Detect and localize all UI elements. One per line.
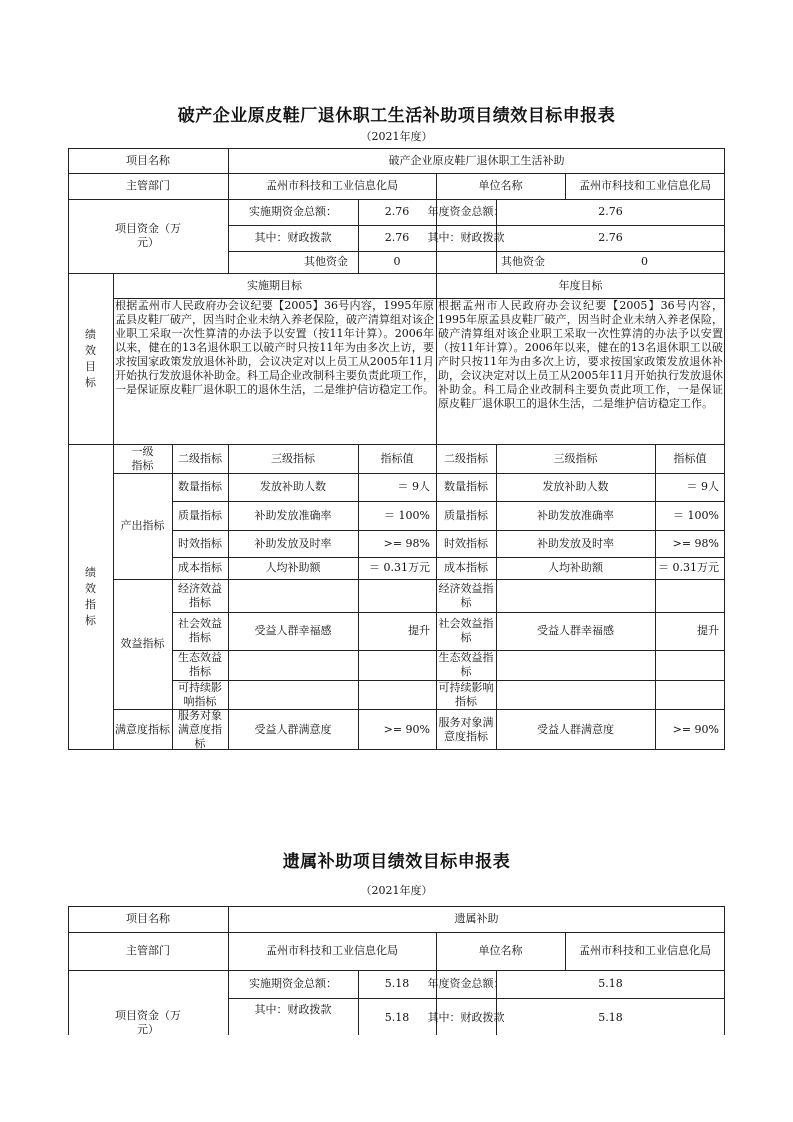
- form2-unit-value: 孟州市科技和工业信息化局: [579, 944, 711, 957]
- annual-total-value: 2.76: [598, 205, 623, 218]
- level3-cell-right: 补助发放准确率: [537, 508, 614, 522]
- value-cell: ＝ 0.31万元: [369, 561, 430, 574]
- value-cell-right: 提升: [697, 624, 719, 637]
- level3-cell-right: 发放补助人数: [542, 480, 609, 493]
- value-cell: [358, 579, 436, 612]
- form2-funds-total-label: 实施期资金总额：: [249, 977, 337, 990]
- project-name-value: 破产企业原皮鞋厂退休职工生活补助: [388, 153, 565, 167]
- funds-total-label: 实施期资金总额：: [249, 205, 337, 218]
- level3-cell: 受益人群幸福感: [254, 624, 332, 637]
- indicator-side-label: [68, 444, 113, 750]
- level2-cell: 质量指标: [178, 508, 222, 522]
- value-cell-right: >= 90%: [672, 722, 719, 736]
- level3-cell: 补助发放及时率: [254, 536, 332, 550]
- fiscal-value-right: 2.76: [598, 231, 623, 244]
- level2-cell-right: 社会效益指标: [438, 617, 494, 644]
- level2-cell: 社会效益指标: [178, 617, 222, 644]
- form2-year: （2021年度）: [360, 884, 433, 897]
- level2-cell: 经济效益指标: [178, 581, 222, 609]
- form2-dept-label: 主管部门: [126, 944, 170, 957]
- form2-project-name-value: 遗属补助: [454, 912, 499, 925]
- level3-cell-right: 受益人群满意度: [537, 722, 614, 736]
- output-indicator-label: 产出指标: [120, 519, 165, 532]
- level2-cell-right: 质量指标: [444, 508, 488, 522]
- form2-unit-label: 单位名称: [478, 944, 523, 957]
- level3-cell: [228, 680, 358, 709]
- level3-cell: 发放补助人数: [260, 480, 326, 493]
- value-cell-right: >= 98%: [672, 536, 719, 550]
- form2-annual-total-value: 5.18: [598, 977, 623, 990]
- level3-cell-right: 补助发放及时率: [537, 536, 614, 550]
- value-cell: ＝ 100%: [384, 508, 430, 522]
- funds-total-value: 2.76: [384, 205, 410, 218]
- value-cell: 提升: [408, 624, 430, 637]
- level2-cell-right: 成本指标: [444, 561, 488, 574]
- level3-cell: [228, 579, 358, 612]
- other-label-left: 其他资金: [304, 255, 348, 268]
- form2-fiscal-label-right: 其中：财政拨款: [427, 1011, 505, 1024]
- value-cell: [358, 680, 436, 709]
- annual-goal-text: 根据孟州市人民政府办会议纪要【2005】36号内容，1995年原孟县皮鞋厂破产，因当时企业未纳入养老保险，破产清算组对该企业职工采取一次性算清的办法予以安置（按11年计算）。2006年以来，健在的13名退休职工以破产时只按11年为由多次上访，要求按国家政策发放退休补助，会议决定对以上员工从2005年11月开始执行发放退休补助金。科工局企业改制科主要负责此项工作，一是保证原皮鞋厂退休职工的退休生活，二是维护信访稳定工作。: [438, 299, 723, 410]
- level3-cell-right: 人均补助额: [548, 561, 603, 574]
- level3-cell: 受益人群满意度: [254, 722, 332, 736]
- indicator-side-text: 绩效指标: [85, 566, 96, 627]
- level3-cell: [228, 650, 358, 680]
- unit-value: 孟州市科技和工业信息化局: [579, 179, 711, 192]
- hdr-level3: 三级指标: [271, 451, 315, 465]
- fiscal-label-left: 其中：财政拨款: [254, 231, 332, 244]
- value-cell-right: ＝ 100%: [673, 508, 719, 522]
- fiscal-label-right: 其中：财政拨款: [427, 231, 505, 244]
- form2-dept-value: 孟州市科技和工业信息化局: [266, 944, 398, 957]
- level2-cell: 生态效益指标: [178, 651, 222, 678]
- other-value-left: 0: [393, 255, 401, 268]
- funds-label: 项目资金（万元）: [115, 222, 181, 249]
- level2-cell-right: 生态效益指标: [438, 651, 494, 678]
- hdr-value-right: 指标值: [673, 451, 707, 465]
- fiscal-value-left: 2.76: [384, 231, 410, 244]
- goal-side-text: 绩效目标: [85, 327, 96, 389]
- value-cell-right: ＝ 0.31万元: [658, 561, 719, 574]
- hdr-level2: 二级指标: [178, 451, 222, 465]
- level3-cell: 补助发放准确率: [254, 508, 332, 522]
- dept-label: 主管部门: [126, 179, 170, 192]
- form2-fiscal-value-left: 5.18: [384, 1011, 410, 1024]
- level2-cell: 时效指标: [178, 536, 222, 550]
- dept-value: 孟州市科技和工业信息化局: [266, 179, 398, 192]
- form2-funds-total-value: 5.18: [384, 977, 410, 990]
- form2-funds-label: 项目资金（万元）: [115, 1009, 181, 1036]
- hdr-level3-right: 三级指标: [553, 451, 598, 465]
- level3-cell-right: [496, 680, 655, 709]
- form2-project-name-label: 项目名称: [126, 912, 170, 925]
- satisfaction-indicator-label: 满意度指标: [115, 722, 170, 736]
- level3-cell-right: 受益人群幸福感: [537, 624, 614, 637]
- unit-label: 单位名称: [478, 179, 523, 192]
- form2-title: 遗属补助项目绩效目标申报表: [282, 852, 511, 872]
- level2-cell: 可持续影响指标: [178, 680, 222, 708]
- value-cell-right: ＝ 9人: [686, 480, 719, 493]
- level2-cell-right: 时效指标: [444, 536, 488, 550]
- benefit-indicator-label: 效益指标: [120, 637, 165, 650]
- hdr-level2-right: 二级指标: [444, 451, 488, 465]
- project-name-label: 项目名称: [126, 153, 170, 167]
- form1-title: 破产企业原皮鞋厂退休职工生活补助项目绩效目标申报表: [177, 106, 616, 126]
- level2-cell: 成本指标: [178, 561, 222, 574]
- level2-cell-right: 服务对象满意度指标: [438, 715, 494, 743]
- level2-cell-right: 经济效益指标: [438, 581, 494, 609]
- value-cell: [358, 650, 436, 680]
- value-cell-right: [655, 680, 725, 709]
- form2-fiscal-label-left: 其中：财政拨款: [254, 1003, 332, 1016]
- level2-cell-right: 可持续影响指标: [438, 680, 494, 708]
- value-cell-right: [655, 579, 725, 612]
- form2-fiscal-value-right: 5.18: [598, 1011, 623, 1024]
- value-cell-right: [655, 650, 725, 680]
- value-cell: >= 90%: [383, 722, 430, 736]
- period-goal-text: 根据孟州市人民政府办会议纪要【2005】36号内容，1995年原孟县皮鞋厂破产，因当时企业未纳入养老保险，破产清算组对该企业职工采取一次性算清的办法予以安置（按11年计算）。2006年以来，健在的13名退休职工以破产时只按11年为由多次上访，要求按国家政策发放退休补助，会议决定对以上员工从2005年11月开始执行发放退休补助金。科工局企业改制科主要负责此项工作，一是保证原皮鞋厂退休职工的退休生活，二是维护信访稳定工作。: [115, 299, 434, 396]
- hdr-level1: 一级指标: [131, 444, 154, 472]
- other-value-right: 0: [641, 255, 648, 268]
- level3-cell: 人均补助额: [265, 561, 321, 574]
- goal-side-label: [68, 273, 113, 444]
- annual-total-label: 年度资金总额：: [427, 205, 505, 218]
- level3-cell-right: [496, 650, 655, 680]
- annual-goal-label: 年度目标: [558, 278, 603, 292]
- value-cell: >= 98%: [383, 536, 430, 550]
- value-cell: ＝ 9人: [397, 480, 430, 493]
- form2-annual-total-label: 年度资金总额：: [427, 977, 505, 990]
- hdr-value: 指标值: [380, 451, 414, 465]
- other-label-right: 其他资金: [501, 255, 545, 268]
- period-goal-label: 实施期目标: [247, 278, 302, 292]
- level3-cell-right: [496, 579, 655, 612]
- form1-year: （2021年度）: [360, 130, 433, 143]
- level2-cell-right: 数量指标: [444, 480, 488, 493]
- level2-cell: 数量指标: [178, 480, 222, 493]
- level2-cell: 服务对象满意度指标: [178, 708, 222, 750]
